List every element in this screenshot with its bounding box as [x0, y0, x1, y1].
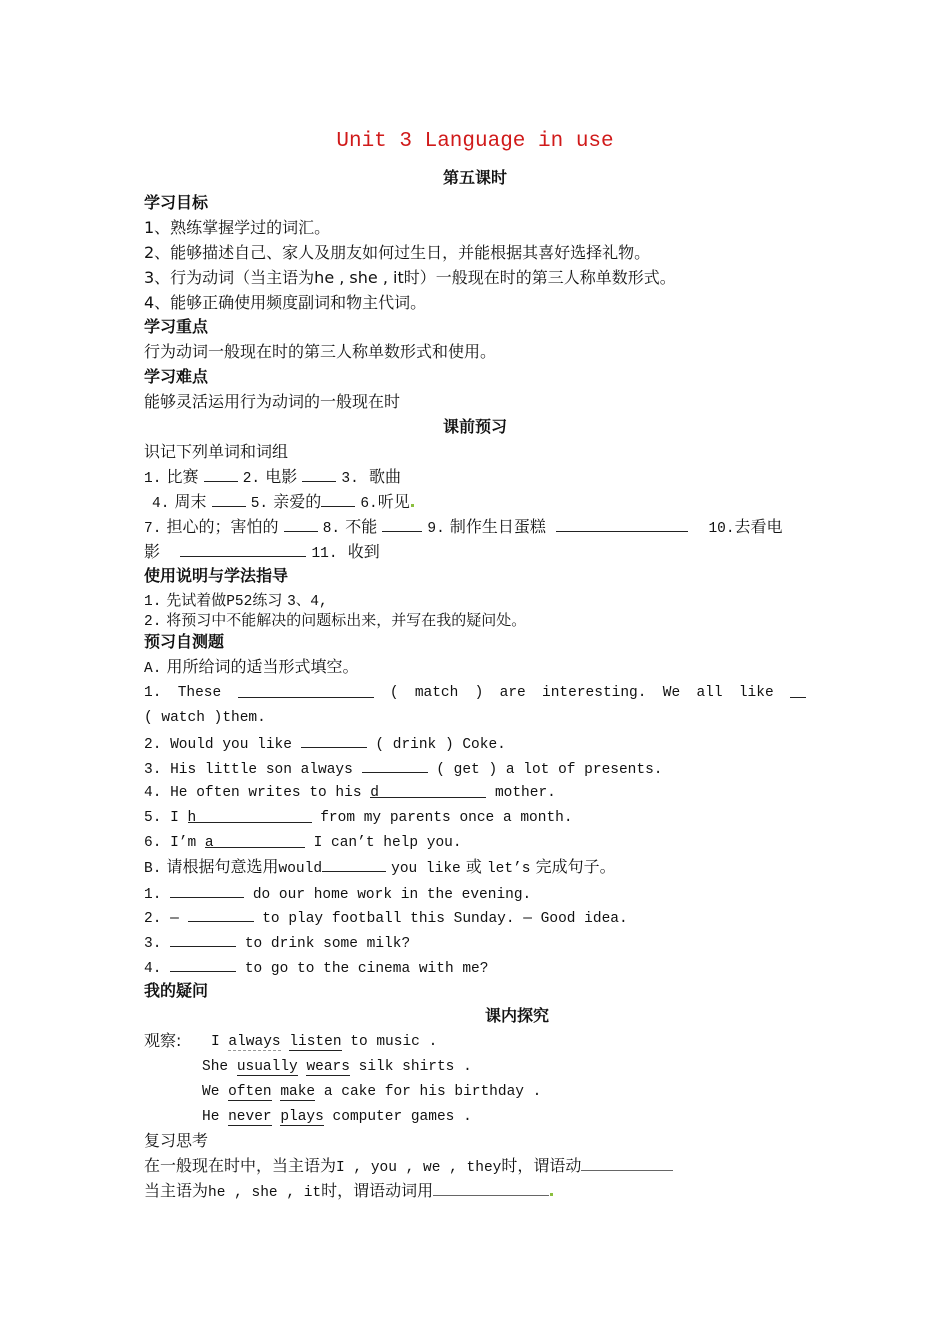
mark-dot [411, 504, 414, 507]
question-b1: 1. do our home work in the evening. [144, 883, 531, 905]
part-a-instruction: A. 用所给词的适当形式填空。 [144, 657, 359, 677]
goal-3: 3、行为动词（当主语为he , she , it时）一般现在时的第三人称单数形式。 [144, 268, 676, 287]
answer-blank[interactable] [302, 467, 336, 482]
answer-blank[interactable] [362, 758, 428, 773]
answer-blank[interactable] [322, 857, 386, 872]
answer-blank[interactable] [188, 907, 254, 922]
answer-blank[interactable] [284, 517, 318, 532]
observe-label: 观察: [144, 1031, 182, 1050]
observe-sentence-3: We often make a cake for his birthday . [202, 1084, 542, 1100]
answer-blank[interactable] [170, 932, 236, 947]
selftest-heading: 预习自测题 [144, 632, 225, 651]
answer-blank[interactable]: h [188, 808, 312, 823]
answer-blank[interactable] [321, 492, 355, 507]
difficulty-heading: 学习难点 [144, 367, 209, 386]
lesson-label: 第五课时 [442, 168, 507, 187]
answer-blank[interactable] [581, 1156, 673, 1171]
vocab-row-3: 7. 担心的；害怕的 8. 不能 9. 制作生日蛋糕 10.去看电 [144, 517, 783, 537]
vocab-row-4: 影 11. 收到 [144, 542, 380, 562]
document-title: Unit 3 Language in use [336, 130, 614, 153]
review-line-1: 在一般现在时中，当主语为I , you , we , they时，谓语动 [144, 1156, 673, 1178]
question-heading: 我的疑问 [144, 981, 209, 1000]
goal-4: 4、能够正确使用频度副词和物主代词。 [144, 293, 427, 312]
vocab-row-2: 4. 周末 5. 亲爱的 6.听见 [152, 492, 414, 514]
mark-dot [550, 1193, 553, 1196]
vocab-intro: 识记下列单词和词组 [144, 442, 289, 461]
answer-blank[interactable] [382, 517, 422, 532]
answer-blank[interactable]: d [370, 783, 486, 798]
question-b3: 3. to drink some milk? [144, 932, 410, 954]
preview-heading: 课前预习 [442, 417, 507, 436]
question-b4: 4. to go to the cinema with me? [144, 957, 488, 979]
answer-blank[interactable] [170, 957, 236, 972]
question-a3: 3. His little son always ( get ) a lot of presents. [144, 758, 663, 780]
answer-blank[interactable] [790, 683, 806, 698]
answer-blank[interactable] [180, 542, 306, 557]
question-a2: 2. Would you like ( drink ) Coke. [144, 733, 506, 755]
guide-2: 2. 将预习中不能解决的问题标出来，并写在我的疑问处。 [144, 611, 527, 630]
observe-sentence-2: She usually wears silk shirts . [202, 1059, 472, 1075]
question-a1: 1. These ( match ) are interesting. We all like [144, 683, 806, 703]
answer-blank[interactable] [170, 883, 244, 898]
answer-blank[interactable] [238, 683, 374, 698]
question-a5: 5. I h from my parents once a month. [144, 810, 573, 826]
vocab-row-1: 1. 比赛 2. 电影 3. 歌曲 [144, 467, 401, 487]
answer-blank[interactable] [301, 733, 367, 748]
key-text: 行为动词一般现在时的第三人称单数形式和使用。 [144, 342, 497, 361]
part-b-instruction: B. 请根据句意选用would you like 或 let’s 完成句子。 [144, 857, 616, 877]
question-a4: 4. He often writes to his d mother. [144, 785, 556, 801]
review-line-2: 当主语为he , she , it时，谓语动词用 [144, 1181, 553, 1203]
observe-sentence-4: He never plays computer games . [202, 1109, 472, 1125]
question-a6: 6. I’m a I can’t help you. [144, 835, 462, 851]
review-heading: 复习思考 [144, 1131, 209, 1150]
goals-heading: 学习目标 [144, 193, 209, 212]
answer-blank[interactable] [433, 1181, 549, 1196]
goal-2: 2、能够描述自己、家人及朋友如何过生日，并能根据其喜好选择礼物。 [144, 243, 651, 262]
question-b2: 2. — to play football this Sunday. — Good idea. [144, 907, 628, 929]
observe-sentence-1: I always listen to music . [211, 1034, 438, 1050]
difficulty-text: 能够灵活运用行为动词的一般现在时 [144, 392, 401, 411]
explore-heading: 课内探究 [484, 1006, 549, 1025]
key-heading: 学习重点 [144, 317, 209, 336]
answer-blank[interactable] [212, 492, 246, 507]
guide-1: 1. 先试着做P52练习 3、4, [144, 591, 328, 610]
answer-blank[interactable] [556, 517, 688, 532]
guide-heading: 使用说明与学法指导 [144, 566, 289, 585]
goal-1: 1、熟练掌握学过的词汇。 [144, 218, 331, 237]
answer-blank[interactable] [204, 467, 238, 482]
answer-blank[interactable]: a [205, 833, 305, 848]
question-a1-cont: ( watch )them. [144, 710, 266, 726]
